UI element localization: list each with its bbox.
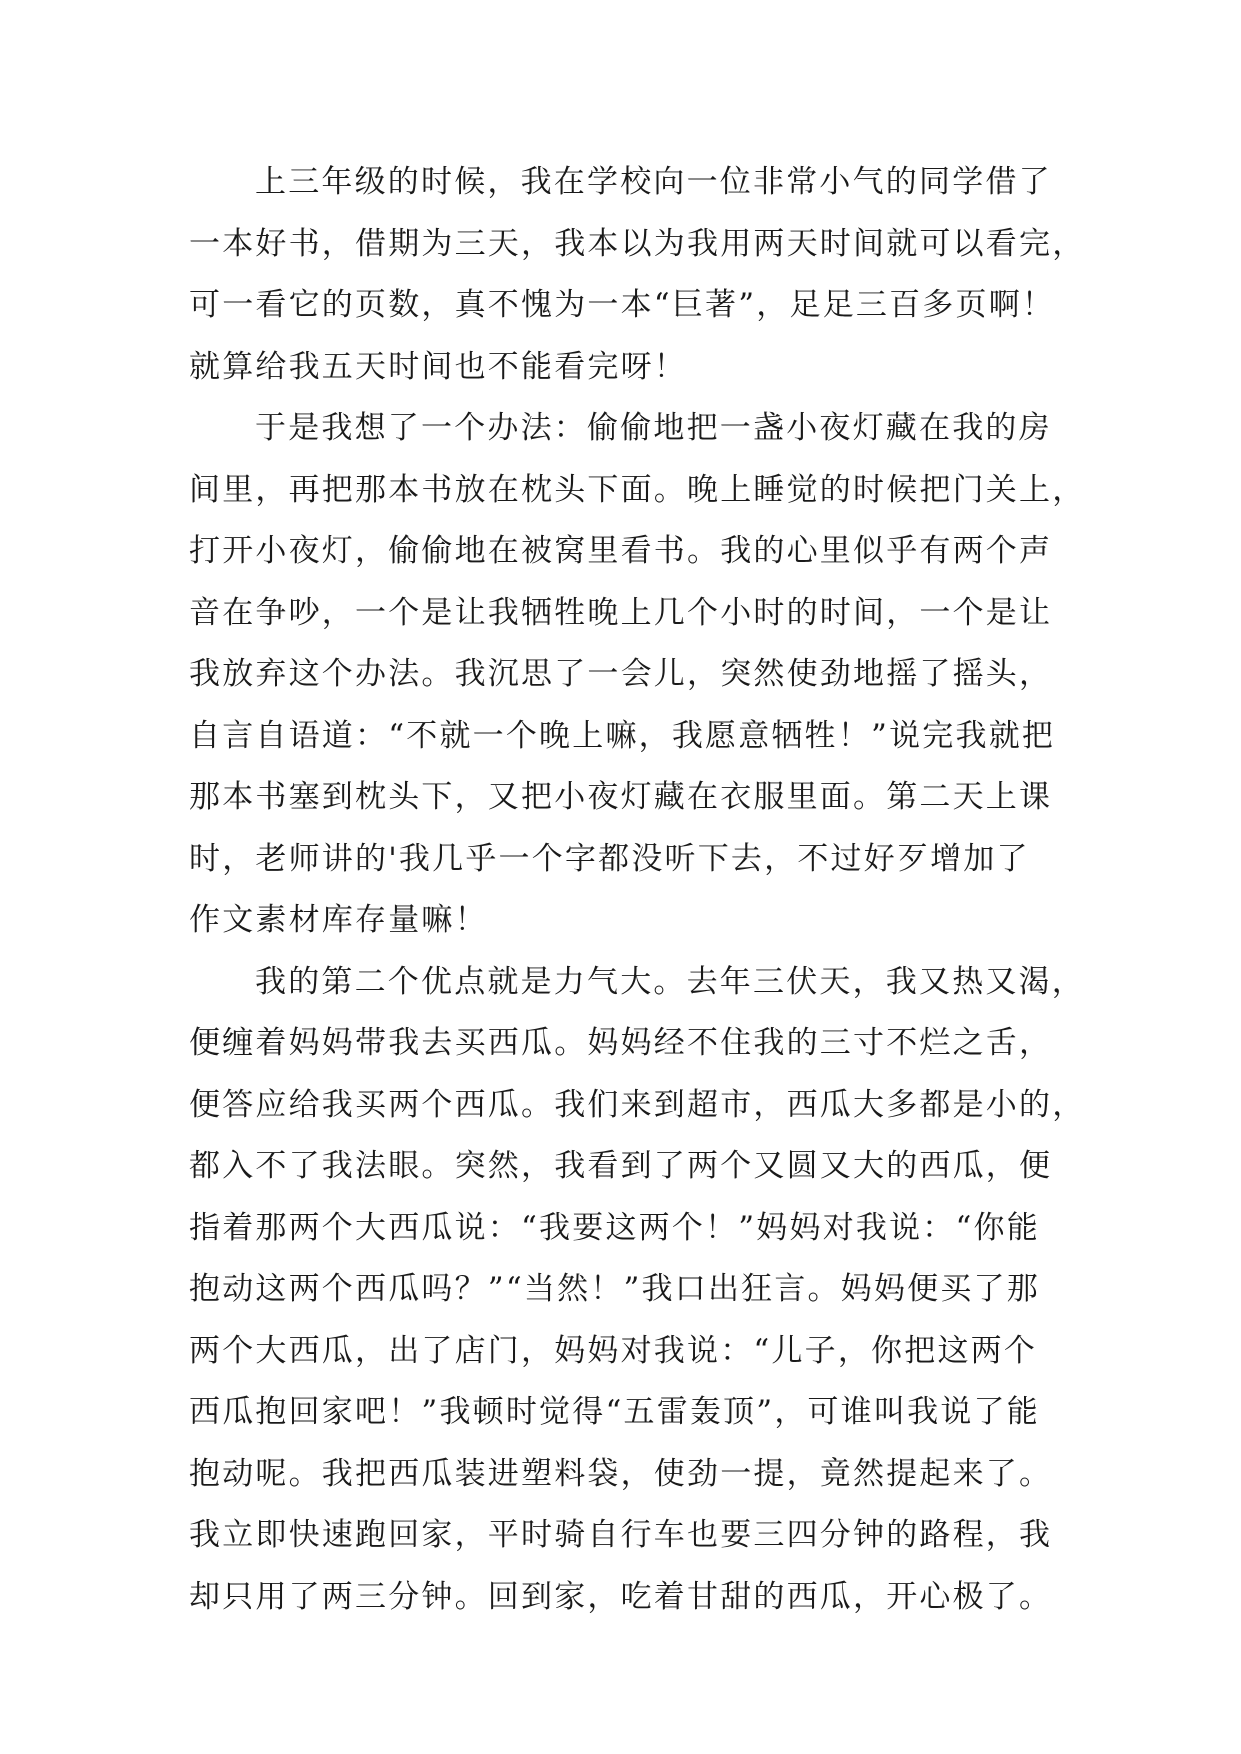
paragraph-line: 我放弃这个办法。我沉思了一会儿，突然使劲地摇了摇头， <box>189 656 1053 692</box>
paragraph-line: 间里，再把那本书放在枕头下面。晚上睡觉的时候把门关上， <box>189 471 1086 508</box>
paragraph-line: 两个大西瓜，出了店门，妈妈对我说：“儿子，你把这两个 <box>189 1332 1038 1369</box>
paragraph-line: 我的第二个优点就是力气大。去年三伏天，我又热又渴， <box>255 963 1085 1000</box>
paragraph-line: 一本好书，借期为三天，我本以为我用两天时间就可以看完， <box>189 225 1086 262</box>
paragraph-line: 可一看它的页数，真不愧为一本“巨著”，足足三百多页啊！ <box>189 287 1056 323</box>
paragraph-line: 指着那两个大西瓜说：“我要这两个！”妈妈对我说：“你能 <box>189 1209 1040 1246</box>
paragraph-line: 那本书塞到枕头下，又把小夜灯藏在衣服里面。第二天上课 <box>189 779 1053 815</box>
paragraph-line: 便答应给我买两个西瓜。我们来到超市，西瓜大多都是小的， <box>189 1086 1086 1123</box>
paragraph-line: 抱动呢。我把西瓜装进塑料袋，使劲一提，竟然提起来了。 <box>189 1455 1053 1492</box>
paragraph-line: 却只用了两三分钟。回到家，吃着甘甜的西瓜，开心极了。 <box>189 1578 1053 1615</box>
paragraph-line: 音在争吵，一个是让我牺牲晚上几个小时的时间，一个是让 <box>189 594 1053 631</box>
essay-body <box>189 152 1086 1628</box>
paragraph-1 <box>189 152 1086 398</box>
paragraph-line: 我立即快速跑回家，平时骑自行车也要三四分钟的路程，我 <box>189 1517 1053 1553</box>
paragraph-line: 上三年级的时候，我在学校向一位非常小气的同学借了 <box>255 164 1052 200</box>
paragraph-line: 时，老师讲的'我几乎一个字都没听下去，不过好歹增加了 <box>189 840 1030 877</box>
paragraph-line: 西瓜抱回家吧！”我顿时觉得“五雷轰顶”，可谁叫我说了能 <box>189 1394 1040 1430</box>
paragraph-line: 于是我想了一个办法：偷偷地把一盏小夜灯藏在我的房 <box>255 410 1052 446</box>
paragraph-line: 作文素材库存量嘛！ <box>189 902 488 938</box>
paragraph-line: 自言自语道：“不就一个晚上嘛，我愿意牺牲！”说完我就把 <box>189 717 1056 754</box>
paragraph-2 <box>189 398 1086 952</box>
paragraph-line: 抱动这两个西瓜吗？”“当然！”我口出狂言。妈妈便买了那 <box>189 1271 1040 1307</box>
paragraph-line: 打开小夜灯，偷偷地在被窝里看书。我的心里似乎有两个声 <box>189 533 1053 569</box>
paragraph-line: 都入不了我法眼。突然，我看到了两个又圆又大的西瓜，便 <box>189 1148 1053 1184</box>
paragraph-3 <box>189 952 1086 1629</box>
paragraph-line: 就算给我五天时间也不能看完呀！ <box>189 348 687 385</box>
paragraph-line: 便缠着妈妈带我去买西瓜。妈妈经不住我的三寸不烂之舌， <box>189 1025 1053 1061</box>
